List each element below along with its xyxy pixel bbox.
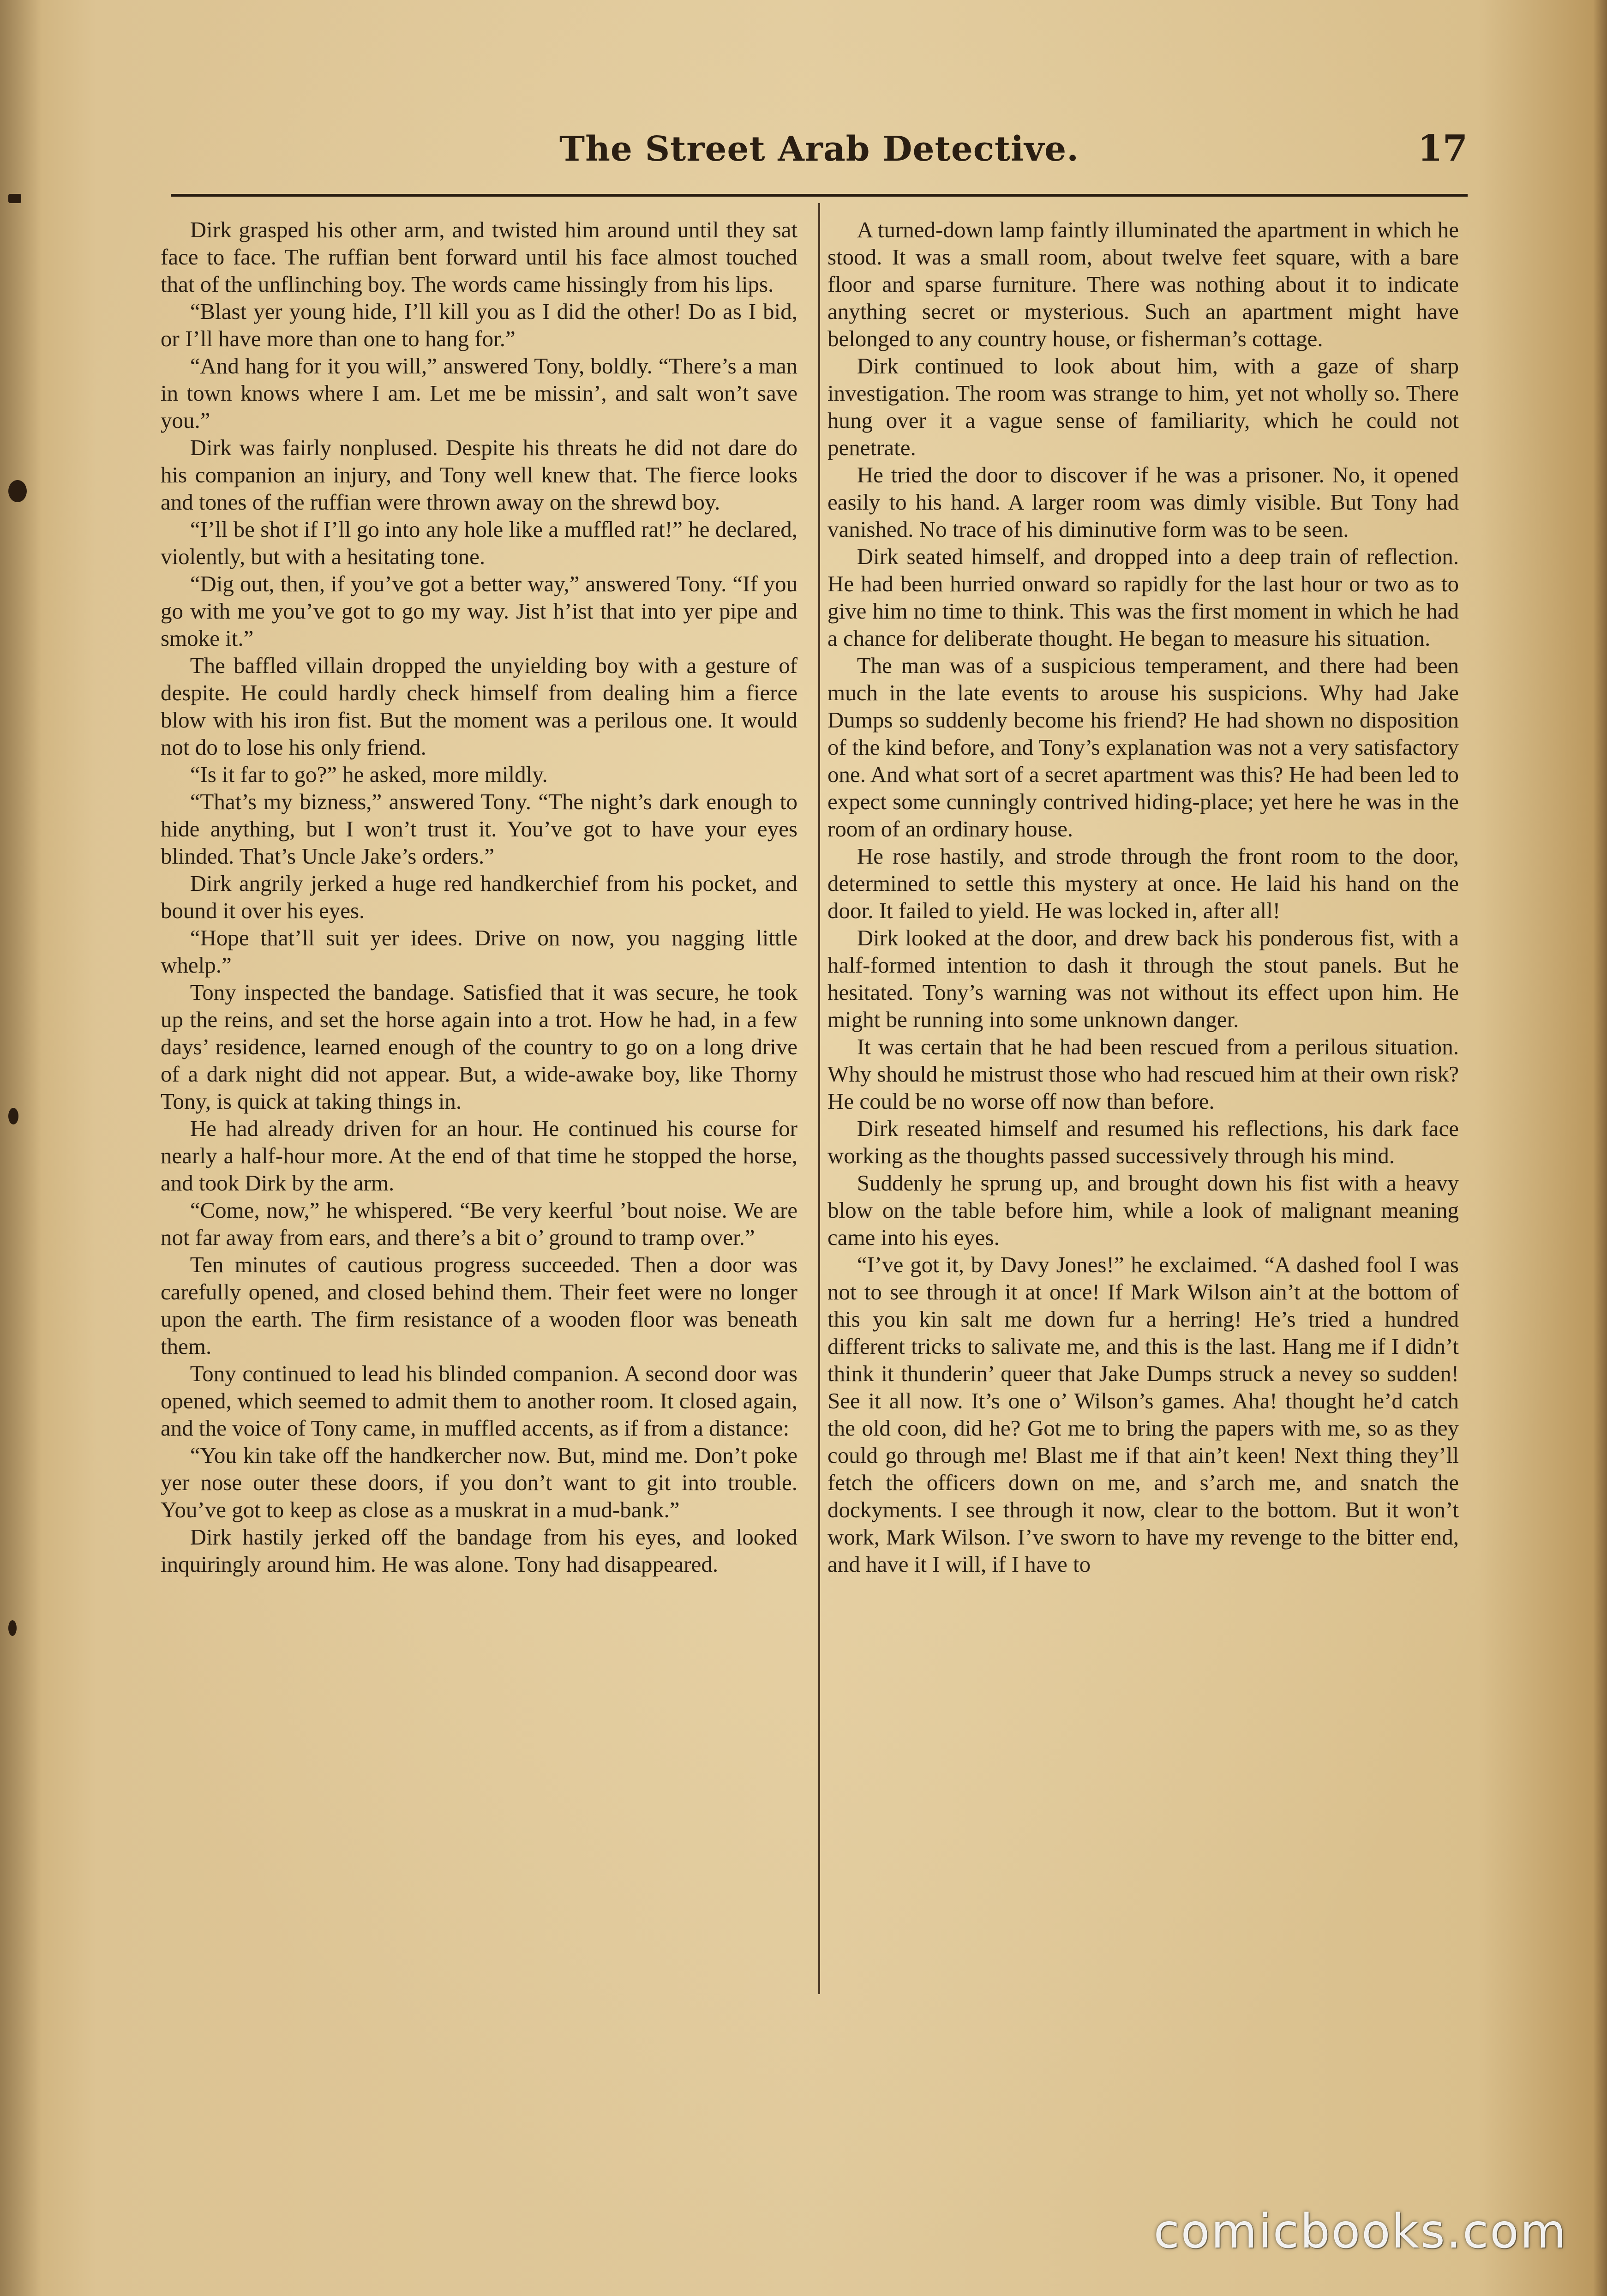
paragraph: The man was of a suspicious temperament, and there had been much in the late events to arouse his suspicions. Why had Jake Dumps so suddenly become his friend? He had shown no disposition of the kind before, and Tony’s explanation was not a very satisfactory one. And what sort of a secret apartment was this? He had been led to expect some cunningly contrived hiding-place; yet here he was in the room of an ordinary house. <box>827 653 1459 841</box>
paragraph: Dirk seated himself, and dropped into a deep train of reflection. He had been hurried onward so rapidly for the last hour or two as to give him no time to think. This was the first moment in which he had a chance for deliberate thought. He began to measure his situation. <box>827 544 1459 651</box>
column-divider <box>818 203 820 1994</box>
page-edge <box>1593 0 1607 2296</box>
paragraph: The baffled villain dropped the unyielding boy with a gesture of despite. He could hardly check himself from dealing him a fierce blow with his iron fist. But the moment was a perilous one. It would not do to lose his only friend. <box>161 653 798 760</box>
paragraph: Dirk was fairly nonplused. Despite his threats he did not dare do his companion an injury, and Tony well knew that. The fierce looks and tones of the ruffian were thrown away on the shrewd boy. <box>161 435 798 515</box>
paragraph: “Come, now,” he whispered. “Be very keerful ’bout noise. We are not far away from ears, and there’s a bit o’ ground to tramp over.” <box>161 1197 798 1250</box>
paragraph: Tony continued to lead his blinded companion. A second door was opened, which seemed to admit them to another room. It closed again, and the voice of Tony came, in muffled accents, as if from a distance: <box>161 1361 798 1441</box>
paragraph: Dirk looked at the door, and drew back his ponderous fist, with a half-formed intention to dash it through the stout panels. But he hesitated. Tony’s warning was not without its effect upon him. He might be running into some unknown danger. <box>827 925 1459 1032</box>
paragraph: Dirk hastily jerked off the bandage from his eyes, and looked inquiringly around him. He was alone. Tony had disappeared. <box>161 1524 798 1577</box>
watermark: comicbooks.com <box>1153 2204 1567 2259</box>
paragraph: “I’ll be shot if I’ll go into any hole like a muffled rat!” he declared, violently, but with a hesitating tone. <box>161 517 798 569</box>
paragraph: He had already driven for an hour. He continued his course for nearly a half-hour more. At the end of that time he stopped the horse, and took Dirk by the arm. <box>161 1116 798 1196</box>
paragraph: Dirk continued to look about him, with a gaze of sharp investigation. The room was strange to him, yet not wholly so. There hung over it a vague sense of familiarity, which he could not penetrate. <box>827 353 1459 460</box>
paragraph: “You kin take off the handkercher now. But, mind me. Don’t poke yer nose outer these doors, if you don’t want to git into trouble. You’ve got to keep as close as a muskrat in a mud-bank.” <box>161 1443 798 1522</box>
paragraph: Ten minutes of cautious progress succeeded. Then a door was carefully opened, and closed behind them. Their feet were no longer upon the earth. The firm resistance of a wooden floor was beneath them. <box>161 1252 798 1359</box>
paragraph: Tony inspected the bandage. Satisfied that it was secure, he took up the reins, and set the horse again into a trot. How he had, in a few days’ residence, learned enough of the country to go on a long drive of a dark night did not appear. But, a wide-awake boy, like Thorny Tony, is quick at taking things in. <box>161 980 798 1114</box>
header-rule <box>171 194 1468 197</box>
paragraph: It was certain that he had been rescued from a perilous situation. Why should he mistrust those who had rescued him at their own risk? He could be no worse off now than before. <box>827 1034 1459 1114</box>
paragraph: “I’ve got it, by Davy Jones!” he exclaimed. “A dashed fool I was not to see through it at once! If Mark Wilson ain’t at the bottom of this you kin salt me down fur a herring! He’s tried a hundred different tricks to salivate me, and this is the last. Hang me if I didn’t think it thunderin’ queer that Jake Dumps struck a nevey so sudden! See it all now. It’s one o’ Wilson’s games. Aha! thought he’d catch the old coon, did he? Got me to bring the papers with me, so as they could go through me! Blast me if that ain’t keen! Next thing they’ll fetch the officers down on me, and s’arch me, and snatch the dockyments. I see through it now, clear to the bottom. But it won’t work, Mark Wilson. I’ve sworn to have my revenge to the bitter end, and have it I will, if I have to <box>827 1252 1459 1577</box>
page-number: 17 <box>1417 127 1468 169</box>
binding-hole <box>8 1108 18 1124</box>
right-column <box>827 216 1459 1578</box>
binding-hole <box>8 1620 17 1636</box>
binding-hole <box>8 194 21 203</box>
paragraph: Suddenly he sprung up, and brought down his fist with a heavy blow on the table before him, while a look of malignant meaning came into his eyes. <box>827 1170 1459 1250</box>
running-title: The Street Arab Detective. <box>559 129 1079 169</box>
paragraph: Dirk reseated himself and resumed his reflections, his dark face working as the thoughts passed successively through his mind. <box>827 1116 1459 1168</box>
binding-shadow <box>0 0 42 2296</box>
paragraph: He rose hastily, and strode through the front room to the door, determined to settle this mystery at once. He laid his hand on the door. It failed to yield. He was locked in, after all! <box>827 843 1459 923</box>
paragraph: Dirk grasped his other arm, and twisted him around until they sat face to face. The ruffian bent forward until his face almost touched that of the unflinching boy. The words came hissingly from his lips. <box>161 217 798 297</box>
paragraph: He tried the door to discover if he was a prisoner. No, it opened easily to his hand. A larger room was dimly visible. But Tony had vanished. No trace of his diminutive form was to be seen. <box>827 462 1459 542</box>
paragraph: Dirk angrily jerked a huge red handkerchief from his pocket, and bound it over his eyes. <box>161 871 798 923</box>
paragraph: “Dig out, then, if you’ve got a better way,” answered Tony. “If you go with me you’ve got to go my way. Jist h’ist that into yer pipe and smoke it.” <box>161 571 798 651</box>
paragraph: “Blast yer young hide, I’ll kill you as I did the other! Do as I bid, or I’ll have more than one to hang for.” <box>161 299 798 351</box>
paragraph: “Hope that’ll suit yer idees. Drive on now, you nagging little whelp.” <box>161 925 798 978</box>
paragraph: “And hang for it you will,” answered Tony, boldly. “There’s a man in town knows where I am. Let me be missin’, and salt won’t save you.” <box>161 353 798 433</box>
page-header <box>171 125 1468 180</box>
paragraph: “Is it far to go?” he asked, more mildly. <box>190 762 548 787</box>
left-column <box>161 216 798 1578</box>
paragraph: A turned-down lamp faintly illuminated the apartment in which he stood. It was a small room, about twelve feet square, with a bare floor and sparse furniture. There was nothing about it to indicate anything secret or mysterious. Such an apartment might have belonged to any country house, or fisherman’s cottage. <box>827 217 1459 351</box>
binding-hole <box>8 480 27 502</box>
paragraph: “That’s my bizness,” answered Tony. “The night’s dark enough to hide anything, but I won’t trust it. You’ve got to have your eyes blinded. That’s Uncle Jake’s orders.” <box>161 789 798 869</box>
